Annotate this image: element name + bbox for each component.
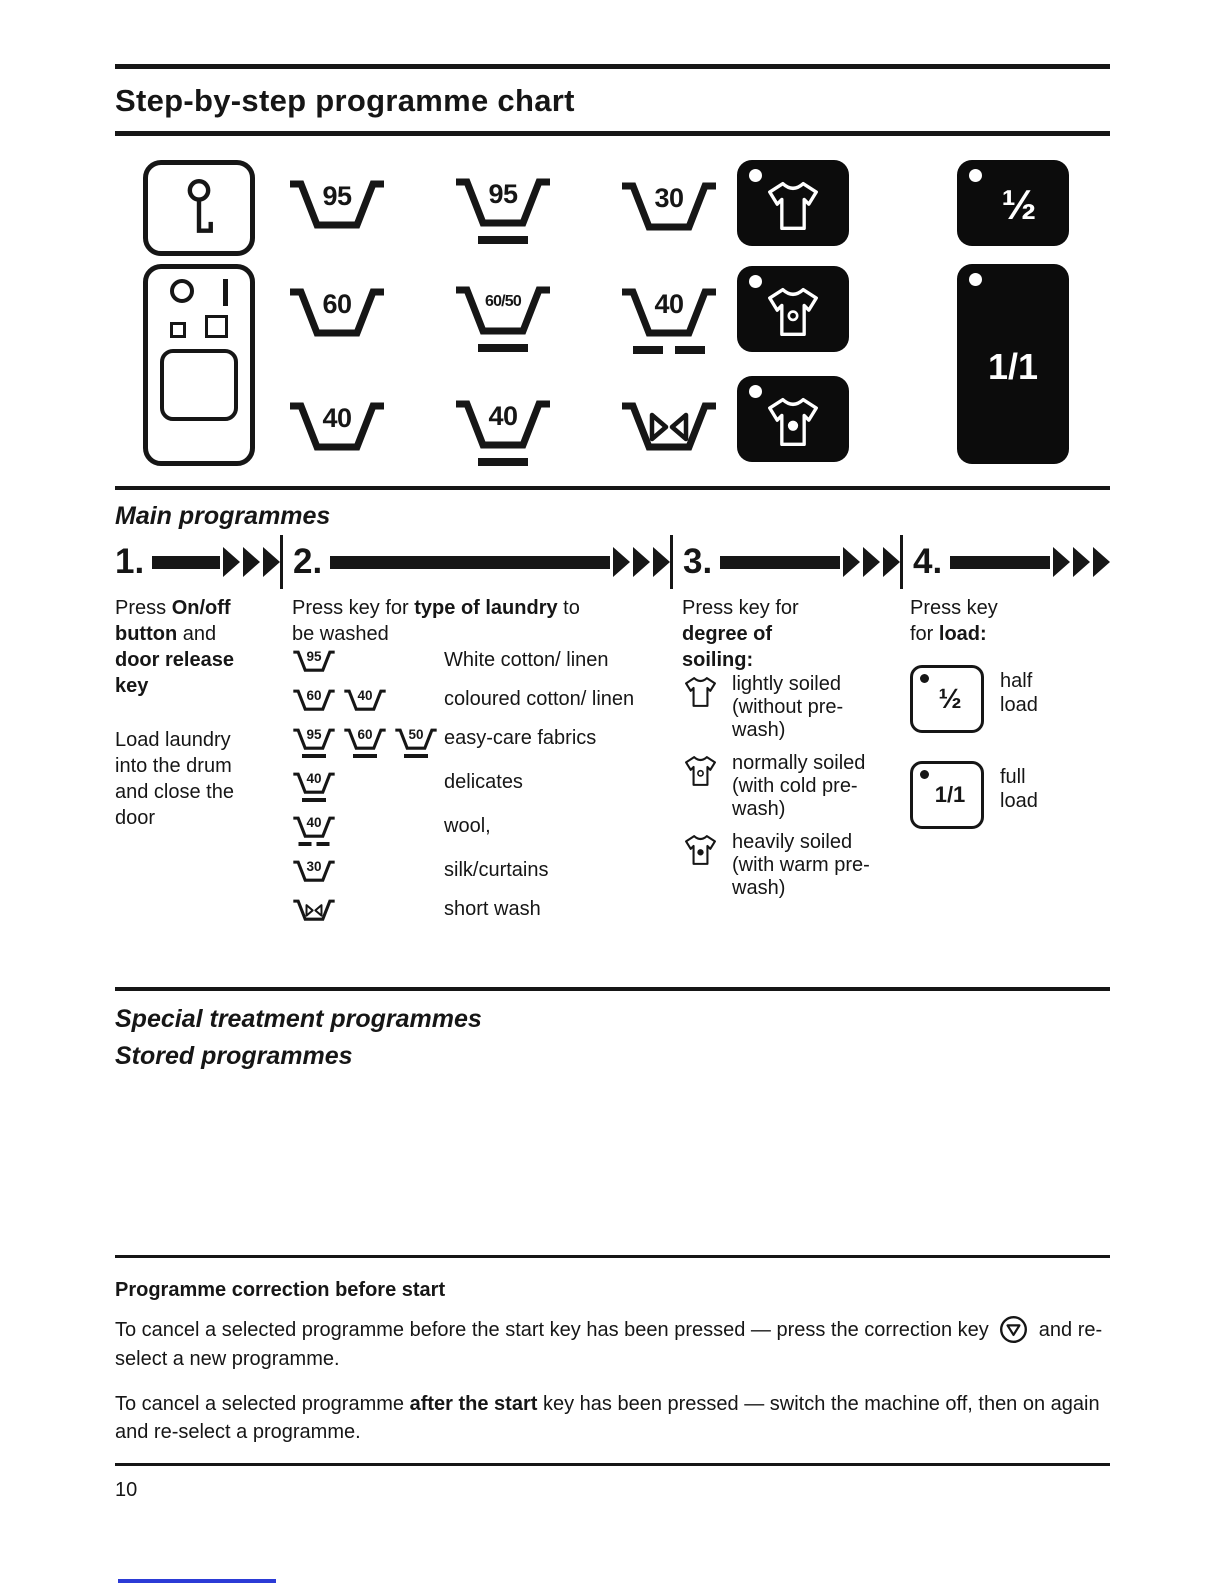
text-bold: On/off button [115,597,231,645]
double-underline-bars [619,346,719,354]
tub-temperature-label: 40 [654,289,684,319]
underline-bar [404,754,428,758]
correction-paragraph-1 [115,1314,1110,1373]
tub-temperature-label: 30 [654,183,684,213]
laundry-icons [292,725,444,752]
wash-tub-60-icon [292,686,336,713]
half-load-symbol: ½ [1001,181,1037,228]
wash-tub-95-underlined-icon [453,172,553,244]
laundry-item [292,686,662,713]
soiling-item-label: lightly soiled (without pre-wash) [732,673,844,741]
stored-programmes-heading: Stored programmes [115,1042,353,1070]
load-item-label: full load [1000,766,1038,812]
horizontal-rule [115,1463,1110,1466]
correction-paragraph-2 [115,1390,1110,1447]
tub-temperature-label: 60 [357,727,373,742]
wash-tub-50-underlined-icon [394,725,438,752]
tub-temperature-label: 40 [322,403,352,433]
laundry-icons [292,857,444,884]
button-squares [158,315,240,338]
underline-bar [478,236,528,244]
text: To cancel a selected programme [115,1392,410,1415]
text: Press [115,597,172,619]
tub-temperature-label: 40 [306,815,322,830]
short-wash-tub-icon [619,396,719,454]
shirt-dot-icon [763,285,823,339]
step4-header [910,595,1022,647]
step-number: 2. [293,542,323,581]
full-load-symbol: 1/1 [987,346,1039,387]
horizontal-rule [115,987,1110,991]
indicator-dot-icon [920,674,929,683]
tub-temperature-label: 95 [488,179,518,209]
laundry-item [292,647,662,674]
wash-tub-95-icon [292,647,336,674]
tub-temperature-label: 40 [306,771,322,786]
indicator-dot-icon [749,275,762,288]
indicator-dot-icon [920,770,929,779]
step1-paragraph-1 [115,595,262,699]
step-columns [115,595,1110,987]
special-programmes-section [115,1005,1110,1071]
step-marker-4 [900,535,1110,589]
tub-temperature-label: 95 [322,181,352,211]
key-icon [177,176,221,240]
wash-tub-95-underlined-icon [292,725,336,752]
underline-bar [478,344,528,352]
wash-tub-60-icon [287,282,387,340]
text: Press key for [292,597,415,619]
full-load-key-icon [910,761,984,829]
text-bold: after the start [409,1392,538,1415]
laundry-item [292,725,662,752]
laundry-item-label: White cotton/ linen [444,649,609,671]
heavily-soiled-key-icon [737,376,849,462]
step-marker-3 [670,535,900,589]
page-title: Step-by-step programme chart [115,83,575,118]
indicator-dot-icon [749,385,762,398]
main-programmes-heading: Main programmes [115,502,331,530]
correction-key-icon [998,1314,1029,1345]
off-circle-icon [170,279,194,303]
step4-load [900,595,1110,829]
step-number: 1. [115,542,145,581]
text: Press key for [682,597,799,619]
short-wash-tub-icon [292,896,336,923]
half-load-symbol: ½ [938,682,962,714]
tub-temperature-label: 40 [357,688,373,703]
wash-tub-40-underlined-icon [453,394,553,466]
laundry-icons [292,686,444,713]
text-bold: door release key [115,649,234,697]
half-load-key-icon [957,160,1069,246]
laundry-item [292,813,662,840]
blank-space [0,1079,1225,1255]
text-bold: load: [938,623,987,645]
underline-bar [478,458,528,466]
programme-symbol-grid [115,156,1110,474]
wash-tub-40-icon [287,396,387,454]
text: and [177,623,217,645]
step1-paragraph-2: Load laundry into the drum and close the door [115,729,234,829]
full-load-symbol: 1/1 [934,781,966,807]
correction-heading: Programme correction before start [115,1279,446,1301]
laundry-item [292,857,662,884]
laundry-item [292,896,662,923]
indicator-dot-icon [969,273,982,286]
programme-correction-section [115,1276,1110,1447]
step3-soiling-degree [670,595,900,910]
normally-soiled-key-icon [737,266,849,352]
laundry-item-label: wool, [444,815,491,837]
shirt-filled-dot-icon [682,833,719,867]
lightly-soiled-key-icon [737,160,849,246]
double-underline-bars [299,842,330,846]
step3-header [682,595,837,673]
small-square-icon [170,322,186,338]
step2-laundry-type [280,595,670,935]
step-marker-2 [280,535,670,589]
laundry-item-label: short wash [444,898,541,920]
shirt-dot-icon [682,754,719,788]
tub-temperature-label: 60/50 [484,293,522,310]
step1-instructions [115,595,280,831]
laundry-icons [292,896,444,923]
page-number: 10 [115,1478,138,1501]
horizontal-rule [115,486,1110,490]
step-number: 3. [683,542,713,581]
arrow-icon [326,547,670,577]
wash-tub-40-underlined-icon [292,769,336,796]
underline-bar [302,754,326,758]
laundry-icons [292,769,444,796]
wash-tub-95-icon [287,174,387,232]
tub-temperature-label: 95 [306,727,322,742]
arrow-icon [946,547,1110,577]
underline-bar [302,798,326,802]
text-bold: degree of soiling: [682,623,773,671]
shirt-icon [763,179,823,233]
text: to be washed [292,597,580,645]
load-item [910,665,1110,733]
horizontal-rule [115,131,1110,136]
soiling-item-label: normally soiled (with cold pre-wash) [732,752,866,820]
on-bar-icon [223,279,228,306]
scan-artifact-line [118,1579,276,1583]
arrow-icon [716,547,900,577]
door-release-key-icon [143,160,255,256]
wash-tub-30-icon [292,857,336,884]
step-number: 4. [913,542,943,581]
laundry-item-label: easy-care fabrics [444,727,597,749]
text: Press key for [910,597,998,645]
step2-header [292,595,597,647]
door-icon [160,349,238,421]
tub-temperature-label: 30 [306,859,322,874]
tub-temperature-label: 95 [306,649,322,664]
onoff-panel-icon [143,264,255,466]
wash-tub-40-icon [343,686,387,713]
wash-tub-40-double-underlined-icon [619,282,719,354]
shirt-filled-dot-icon [763,395,823,449]
text-bold: type of laundry [414,597,558,619]
soiling-item [682,752,900,821]
text: key has been pressed — switch the machine off, then on again and re-select a programme. [115,1392,1100,1444]
laundry-item-label: coloured cotton/ linen [444,688,635,710]
soiling-item-label: heavily soiled (with warm pre-wash) [732,831,870,899]
laundry-item-label: delicates [444,771,523,793]
tub-temperature-label: 60 [306,688,322,703]
text: and re-select a new programme. [115,1319,1103,1371]
load-item [910,761,1110,829]
special-treatment-heading: Special treatment programmes [115,1005,482,1033]
arrow-icon [148,547,280,577]
underline-bar [353,754,377,758]
text: To cancel a selected programme before the start key has been pressed — press the correction key [115,1319,989,1342]
half-load-key-icon [910,665,984,733]
tub-temperature-label: 40 [488,401,518,431]
onoff-symbols [158,277,240,306]
wash-tub-60-50-underlined-icon [453,280,553,352]
soiling-item [682,673,900,742]
indicator-dot-icon [969,169,982,182]
tub-temperature-label: 50 [408,727,424,742]
wash-tub-60-underlined-icon [343,725,387,752]
laundry-item [292,769,662,796]
step-marker-1 [115,535,280,589]
wash-tub-40-double-underlined-icon [292,813,336,840]
horizontal-rule [115,1255,1110,1258]
large-square-icon [205,315,228,338]
horizontal-rule [115,64,1110,69]
indicator-dot-icon [749,169,762,182]
step-arrow-row [115,535,1110,589]
laundry-item-label: silk/curtains [444,859,549,881]
tub-temperature-label: 60 [322,289,352,319]
wash-tub-30-icon [619,176,719,234]
load-item-label: half load [1000,670,1038,716]
soiling-item [682,831,900,900]
laundry-icons [292,813,444,840]
full-load-key-icon [957,264,1069,464]
shirt-icon [682,675,719,709]
laundry-icons [292,647,444,674]
